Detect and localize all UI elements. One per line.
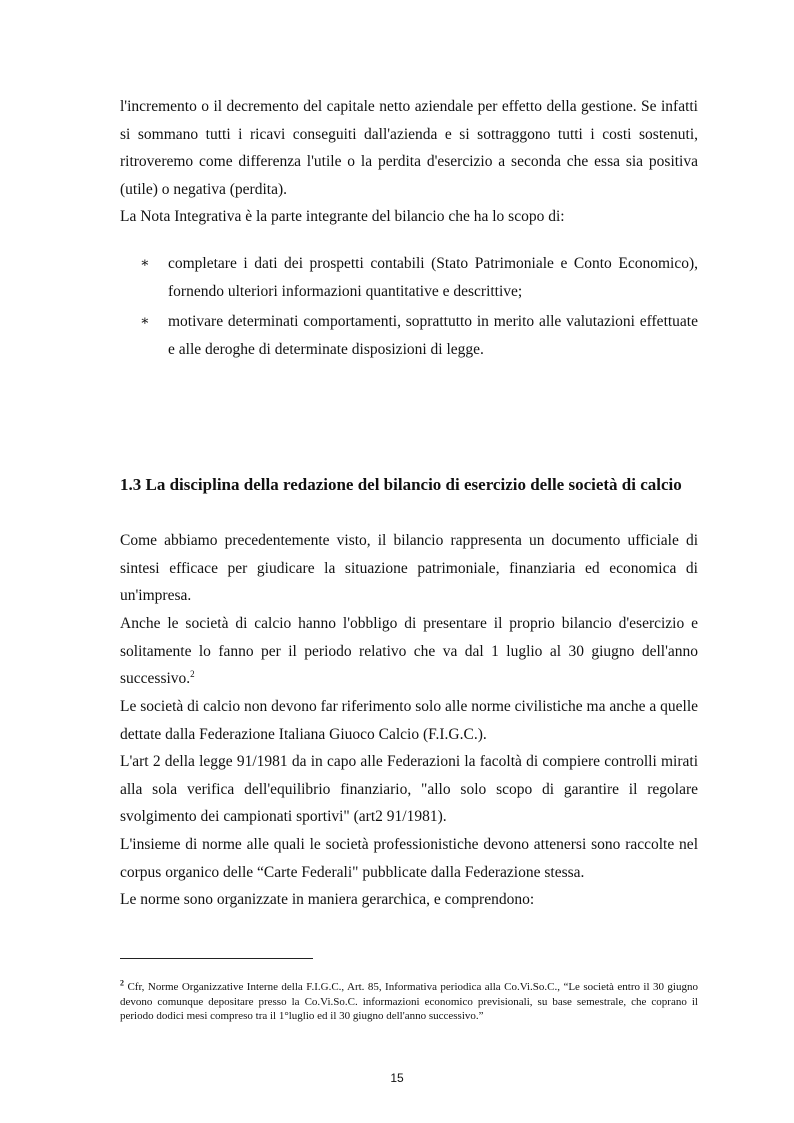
footnote-text: Cfr, Norme Organizzative Interne della F.I.G.C., Art. 85, Informativa periodica alla Co.Vi.So.C., “Le società entro il 30 giugno devono comunque depositare presso la Co.Vi.So.C. informazioni economico previsionali, su base semestrale, che coprano il periodo dodici mesi compreso tra il 1°luglio ed il 30 giugno dell'anno successivo.” [120, 981, 698, 1022]
list-item [120, 250, 698, 306]
list-item [120, 308, 698, 364]
paragraph-carte-federali: L'insieme di norme alle quali le società professionistiche devono attenersi sono raccolte nel corpus organico delle “Carte Federali" pubblicate dalla Federazione stessa. [120, 836, 698, 881]
footnote [120, 980, 698, 1024]
paragraph-obbligo-text: Anche le società di calcio hanno l'obbligo di presentare il proprio bilancio d'esercizio e solitamente lo fanno per il periodo relativo che va dal 1 luglio al 30 giugno dell'anno successivo. [120, 615, 698, 687]
paragraph-obbligo [120, 610, 698, 693]
paragraph-nota-integrativa: La Nota Integrativa è la parte integrante del bilancio che ha lo scopo di: [120, 208, 565, 225]
footnote-divider [120, 958, 313, 959]
footnote-number: 2 [120, 978, 124, 988]
page-number: 15 [390, 1071, 404, 1085]
list-item-text: completare i dati dei prospetti contabili (Stato Patrimoniale e Conto Economico), fornendo ulteriori informazioni quantitative e descrittive; [168, 255, 698, 300]
paragraph-norme: Le norme sono organizzate in maniera gerarchica, e comprendono: [120, 891, 535, 908]
paragraph-legge: L'art 2 della legge 91/1981 da in capo alle Federazioni la facoltà di compiere controlli mirati alla sola verifica dell'equilibrio finanziario, "allo solo scopo di garantire il regolare svolgimento dei campionati sportivi" (art2 91/1981). [120, 753, 698, 825]
paragraph-figc: Le società di calcio non devono far riferimento solo alle norme civilistiche ma anche a quelle dettate dalla Federazione Italiana Giuoco Calcio (F.I.G.C.). [120, 698, 699, 743]
asterisk-bullet-icon: ∗ [140, 314, 150, 329]
paragraph-bilancio: Come abbiamo precedentemente visto, il bilancio rappresenta un documento ufficiale di sintesi efficace per giudicare la situazione patrimoniale, finanziaria ed economica di un'impresa. [120, 532, 698, 604]
bullet-list [120, 250, 698, 366]
footnote-reference[interactable]: 2 [190, 668, 195, 679]
paragraph-gestione: l'incremento o il decremento del capitale netto aziendale per effetto della gestione. Se infatti si sommano tutti i ricavi conseguiti dall'azienda e si sottraggono tutti i costi sostenuti, ritroveremo come differenza l'utile o la perdita d'esercizio a seconda che essa sia positiva (utile) o negativa (perdita). [120, 98, 698, 198]
list-item-text: motivare determinati comportamenti, soprattutto in merito alle valutazioni effettuate e alle deroghe di determinate disposizioni di legge. [168, 313, 698, 358]
section-heading: 1.3 La disciplina della redazione del bilancio di esercizio delle società di calcio [120, 475, 682, 494]
asterisk-bullet-icon: ∗ [140, 256, 150, 271]
